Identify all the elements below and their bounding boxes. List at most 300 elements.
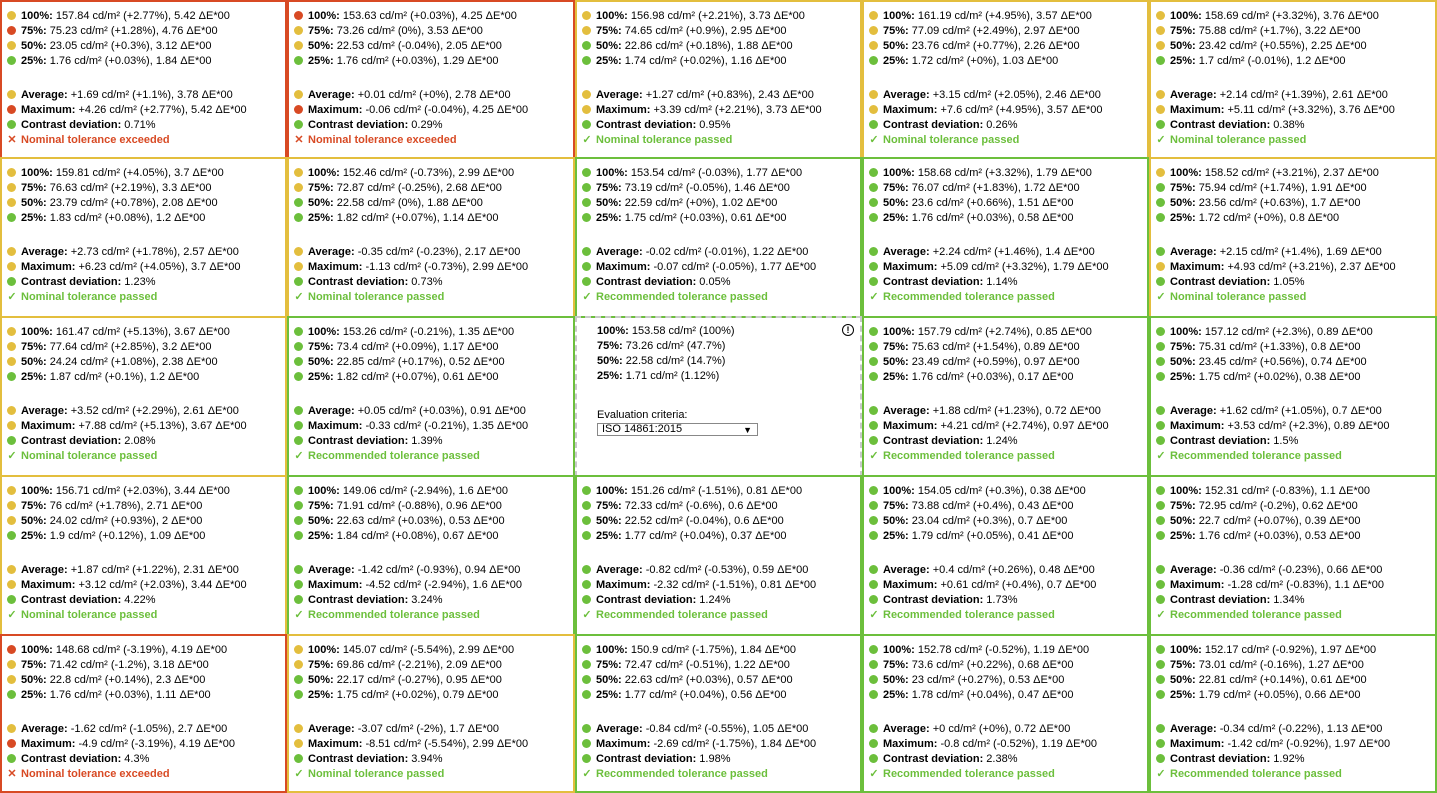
contrast-row bbox=[869, 752, 1147, 767]
level-row bbox=[7, 166, 285, 181]
measure-label: Contrast deviation: bbox=[308, 435, 409, 447]
measure-value: 23.76 cd/m² (+0.77%), 2.26 ΔE*00 bbox=[911, 40, 1080, 52]
measure-label: 100%: bbox=[308, 10, 340, 22]
status-dot-icon bbox=[7, 421, 16, 430]
check-icon: ✓ bbox=[582, 291, 592, 303]
status-dot-icon bbox=[582, 26, 591, 35]
status-dot-icon bbox=[294, 41, 303, 50]
measure-value: -1.28 cd/m² (-0.83%), 1.1 ΔE*00 bbox=[1227, 579, 1384, 591]
measure-label: 25%: bbox=[308, 371, 334, 383]
measure-value: 153.63 cd/m² (+0.03%), 4.25 ΔE*00 bbox=[342, 10, 517, 22]
level-row bbox=[7, 370, 285, 385]
measure-value: 0.38% bbox=[1273, 119, 1305, 131]
measure-label: 25%: bbox=[883, 530, 909, 542]
measure-label: Maximum: bbox=[308, 738, 363, 750]
average-row bbox=[7, 88, 285, 103]
spacer bbox=[294, 544, 573, 563]
spacer bbox=[7, 226, 285, 245]
measure-label: 100%: bbox=[308, 167, 340, 179]
measure-value: 22.59 cd/m² (+0%), 1.02 ΔE*00 bbox=[624, 197, 778, 209]
spacer bbox=[294, 703, 573, 722]
level-row bbox=[294, 658, 573, 673]
measure-label: 100%: bbox=[21, 644, 53, 656]
tolerance-status bbox=[294, 767, 573, 782]
measure-value: -8.51 cd/m² (-5.54%), 2.99 ΔE*00 bbox=[365, 738, 529, 750]
measure-label: 25%: bbox=[883, 212, 909, 224]
status-dot-icon bbox=[7, 675, 16, 684]
measure-label: Maximum: bbox=[883, 738, 938, 750]
check-icon: ✓ bbox=[1156, 134, 1166, 146]
measurement-cell bbox=[287, 316, 575, 477]
level-row bbox=[7, 54, 285, 69]
measure-value: 152.31 cd/m² (-0.83%), 1.1 ΔE*00 bbox=[1204, 485, 1370, 497]
average-row bbox=[7, 563, 285, 578]
measure-value: 75.63 cd/m² (+1.54%), 0.89 ΔE*00 bbox=[911, 341, 1080, 353]
status-dot-icon bbox=[1156, 90, 1165, 99]
level-row bbox=[1156, 196, 1435, 211]
maximum-row bbox=[869, 578, 1147, 593]
measure-value: 1.92% bbox=[1273, 753, 1305, 765]
status-dot-icon bbox=[1156, 531, 1165, 540]
contrast-row bbox=[294, 434, 573, 449]
measurement-cell bbox=[0, 0, 287, 159]
measure-label: 25%: bbox=[308, 212, 334, 224]
status-dot-icon bbox=[1156, 739, 1165, 748]
measurement-cell bbox=[862, 475, 1149, 636]
contrast-row bbox=[582, 275, 860, 290]
measure-label: 25%: bbox=[596, 530, 622, 542]
measure-value: 22.52 cd/m² (-0.04%), 0.6 ΔE*00 bbox=[624, 515, 784, 527]
maximum-row bbox=[294, 419, 573, 434]
measure-label: 75%: bbox=[883, 341, 909, 353]
measure-value: 1.75 cd/m² (+0.03%), 0.61 ΔE*00 bbox=[624, 212, 787, 224]
status-dot-icon bbox=[7, 516, 16, 525]
level-row bbox=[582, 643, 860, 658]
measure-value: 22.58 cd/m² (0%), 1.88 ΔE*00 bbox=[336, 197, 483, 209]
measure-value: 22.63 cd/m² (+0.03%), 0.57 ΔE*00 bbox=[624, 674, 793, 686]
measure-label: 25%: bbox=[1170, 689, 1196, 701]
status-dot-icon bbox=[582, 247, 591, 256]
status-dot-icon bbox=[294, 357, 303, 366]
measure-value: 0.26% bbox=[986, 119, 1018, 131]
measure-value: 1.73% bbox=[986, 594, 1018, 606]
status-dot-icon bbox=[294, 660, 303, 669]
status-dot-icon bbox=[1156, 357, 1165, 366]
status-dot-icon bbox=[869, 580, 878, 589]
measure-value: 158.69 cd/m² (+3.32%), 3.76 ΔE*00 bbox=[1204, 10, 1379, 22]
measure-value: 148.68 cd/m² (-3.19%), 4.19 ΔE*00 bbox=[55, 644, 228, 656]
measure-label: 100%: bbox=[883, 644, 915, 656]
measure-value: 149.06 cd/m² (-2.94%), 1.6 ΔE*00 bbox=[342, 485, 508, 497]
contrast-row bbox=[582, 118, 860, 133]
measure-label: Contrast deviation: bbox=[308, 753, 409, 765]
measure-label: 75%: bbox=[1170, 659, 1196, 671]
measure-label: 75%: bbox=[1170, 182, 1196, 194]
status-dot-icon bbox=[582, 90, 591, 99]
status-dot-icon bbox=[294, 342, 303, 351]
status-dot-icon bbox=[869, 565, 878, 574]
measure-label: 100%: bbox=[883, 10, 915, 22]
level-row bbox=[582, 673, 860, 688]
level-row bbox=[7, 181, 285, 196]
status-dot-icon bbox=[869, 41, 878, 50]
status-dot-icon bbox=[7, 11, 16, 20]
status-dot-icon bbox=[7, 580, 16, 589]
level-row bbox=[7, 325, 285, 340]
measure-value: 1.24% bbox=[699, 594, 731, 606]
measure-value: +5.09 cd/m² (+3.32%), 1.79 ΔE*00 bbox=[940, 261, 1109, 273]
measure-label: 25%: bbox=[1170, 55, 1196, 67]
measurement-cell bbox=[0, 475, 287, 636]
measurement-cell bbox=[0, 634, 287, 793]
measure-label: Contrast deviation: bbox=[21, 276, 122, 288]
check-icon: ✓ bbox=[7, 291, 17, 303]
status-dot-icon bbox=[582, 580, 591, 589]
status-dot-icon bbox=[582, 565, 591, 574]
measure-value: +1.69 cd/m² (+1.1%), 3.78 ΔE*00 bbox=[70, 89, 233, 101]
tolerance-status-text: Recommended tolerance passed bbox=[1170, 450, 1342, 462]
contrast-row bbox=[294, 593, 573, 608]
status-dot-icon bbox=[7, 213, 16, 222]
measure-label: 50%: bbox=[883, 356, 909, 368]
measure-label: 75%: bbox=[596, 25, 622, 37]
reference-label: 50%: bbox=[597, 355, 623, 367]
status-dot-icon bbox=[582, 754, 591, 763]
measure-value: 150.9 cd/m² (-1.75%), 1.84 ΔE*00 bbox=[630, 644, 796, 656]
status-dot-icon bbox=[869, 406, 878, 415]
maximum-row bbox=[7, 737, 285, 752]
level-row bbox=[869, 643, 1147, 658]
measurement-cell bbox=[575, 0, 862, 159]
status-dot-icon bbox=[294, 516, 303, 525]
check-icon: ✓ bbox=[869, 134, 879, 146]
average-row bbox=[869, 245, 1147, 260]
maximum-row bbox=[1156, 260, 1435, 275]
spacer bbox=[1156, 226, 1435, 245]
tolerance-status bbox=[7, 608, 285, 623]
status-dot-icon bbox=[1156, 342, 1165, 351]
measure-value: 1.9 cd/m² (+0.12%), 1.09 ΔE*00 bbox=[49, 530, 206, 542]
status-dot-icon bbox=[1156, 120, 1165, 129]
evaluation-criteria-value: ISO 14861:2015 bbox=[602, 423, 683, 435]
measure-label: Average: bbox=[308, 246, 355, 258]
tolerance-status bbox=[1156, 290, 1435, 305]
status-dot-icon bbox=[7, 486, 16, 495]
measure-value: 1.78 cd/m² (+0.04%), 0.47 ΔE*00 bbox=[911, 689, 1074, 701]
measure-label: Maximum: bbox=[1170, 579, 1225, 591]
info-icon[interactable]: ! bbox=[842, 324, 854, 336]
check-icon: ✓ bbox=[582, 134, 592, 146]
status-dot-icon bbox=[294, 198, 303, 207]
measure-label: 100%: bbox=[21, 485, 53, 497]
status-dot-icon bbox=[1156, 501, 1165, 510]
measure-label: 75%: bbox=[21, 182, 47, 194]
measure-value: 75.31 cd/m² (+1.33%), 0.8 ΔE*00 bbox=[1198, 341, 1361, 353]
status-dot-icon bbox=[869, 595, 878, 604]
tolerance-status bbox=[582, 290, 860, 305]
average-row bbox=[582, 722, 860, 737]
measure-label: 50%: bbox=[596, 674, 622, 686]
measure-value: +3.15 cd/m² (+2.05%), 2.46 ΔE*00 bbox=[932, 89, 1101, 101]
average-row bbox=[1156, 245, 1435, 260]
maximum-row bbox=[1156, 103, 1435, 118]
status-dot-icon bbox=[869, 754, 878, 763]
check-icon: ✓ bbox=[869, 450, 879, 462]
measure-value: +2.24 cd/m² (+1.46%), 1.4 ΔE*00 bbox=[932, 246, 1095, 258]
contrast-row bbox=[869, 118, 1147, 133]
measure-label: 50%: bbox=[21, 356, 47, 368]
measure-label: Average: bbox=[883, 405, 930, 417]
spacer bbox=[582, 69, 860, 88]
maximum-row bbox=[582, 260, 860, 275]
maximum-row bbox=[582, 578, 860, 593]
contrast-row bbox=[7, 434, 285, 449]
measure-label: Contrast deviation: bbox=[1170, 753, 1271, 765]
measure-label: 50%: bbox=[308, 197, 334, 209]
measure-value: 2.08% bbox=[124, 435, 156, 447]
tolerance-status-text: Nominal tolerance passed bbox=[21, 291, 158, 303]
status-dot-icon bbox=[294, 675, 303, 684]
check-icon: ✓ bbox=[7, 609, 17, 621]
check-icon: ✓ bbox=[869, 291, 879, 303]
tolerance-status-text: Nominal tolerance exceeded bbox=[21, 134, 170, 146]
contrast-row bbox=[7, 275, 285, 290]
measurement-cell bbox=[287, 0, 575, 159]
tolerance-status bbox=[1156, 133, 1435, 148]
measure-value: 1.79 cd/m² (+0.05%), 0.66 ΔE*00 bbox=[1198, 689, 1361, 701]
measure-value: 75.94 cd/m² (+1.74%), 1.91 ΔE*00 bbox=[1198, 182, 1367, 194]
measure-label: 25%: bbox=[1170, 371, 1196, 383]
measure-label: 75%: bbox=[883, 659, 909, 671]
measure-label: 75%: bbox=[1170, 25, 1196, 37]
tolerance-status-text: Nominal tolerance passed bbox=[1170, 291, 1307, 303]
level-row bbox=[869, 39, 1147, 54]
measurement-cell bbox=[575, 634, 862, 793]
maximum-row bbox=[869, 737, 1147, 752]
tolerance-status bbox=[7, 767, 285, 782]
tolerance-status bbox=[1156, 449, 1435, 464]
tolerance-status bbox=[582, 767, 860, 782]
cross-icon: ✕ bbox=[7, 768, 17, 780]
level-row bbox=[7, 24, 285, 39]
contrast-row bbox=[869, 593, 1147, 608]
measurement-cell bbox=[862, 316, 1149, 477]
measure-value: 1.24% bbox=[986, 435, 1018, 447]
reference-value: 1.71 cd/m² (1.12%) bbox=[625, 370, 720, 382]
measure-label: Contrast deviation: bbox=[308, 119, 409, 131]
cross-icon: ✕ bbox=[294, 134, 304, 146]
measure-value: 1.39% bbox=[411, 435, 443, 447]
measure-label: 50%: bbox=[596, 515, 622, 527]
measure-value: 73.88 cd/m² (+0.4%), 0.43 ΔE*00 bbox=[911, 500, 1074, 512]
tolerance-status bbox=[294, 290, 573, 305]
level-row bbox=[7, 9, 285, 24]
measure-label: 75%: bbox=[883, 182, 909, 194]
spacer bbox=[1156, 385, 1435, 404]
status-dot-icon bbox=[869, 675, 878, 684]
status-dot-icon bbox=[294, 262, 303, 271]
measure-value: 72.33 cd/m² (-0.6%), 0.6 ΔE*00 bbox=[624, 500, 778, 512]
maximum-row bbox=[1156, 578, 1435, 593]
measurement-cell bbox=[1149, 634, 1437, 793]
measure-value: 1.76 cd/m² (+0.03%), 0.17 ΔE*00 bbox=[911, 371, 1074, 383]
tolerance-status-text: Recommended tolerance passed bbox=[883, 450, 1055, 462]
measure-label: 75%: bbox=[308, 341, 334, 353]
tolerance-status-text: Recommended tolerance passed bbox=[883, 609, 1055, 621]
level-row bbox=[1156, 166, 1435, 181]
measure-label: 75%: bbox=[1170, 500, 1196, 512]
measure-label: Maximum: bbox=[21, 420, 76, 432]
level-row bbox=[582, 499, 860, 514]
measure-value: +2.15 cd/m² (+1.4%), 1.69 ΔE*00 bbox=[1219, 246, 1382, 258]
status-dot-icon bbox=[1156, 436, 1165, 445]
level-row bbox=[294, 370, 573, 385]
status-dot-icon bbox=[869, 486, 878, 495]
measure-label: Average: bbox=[308, 723, 355, 735]
status-dot-icon bbox=[7, 595, 16, 604]
measure-label: Contrast deviation: bbox=[596, 119, 697, 131]
status-dot-icon bbox=[869, 372, 878, 381]
check-icon: ✓ bbox=[1156, 291, 1166, 303]
measure-label: 100%: bbox=[1170, 167, 1202, 179]
contrast-row bbox=[294, 752, 573, 767]
tolerance-status bbox=[1156, 608, 1435, 623]
level-row bbox=[582, 211, 860, 226]
status-dot-icon bbox=[582, 675, 591, 684]
status-dot-icon bbox=[869, 168, 878, 177]
check-icon: ✓ bbox=[1156, 768, 1166, 780]
average-row bbox=[7, 404, 285, 419]
measure-value: +0.4 cd/m² (+0.26%), 0.48 ΔE*00 bbox=[932, 564, 1095, 576]
status-dot-icon bbox=[1156, 168, 1165, 177]
measurement-cell bbox=[287, 157, 575, 318]
contrast-row bbox=[582, 752, 860, 767]
measure-label: 75%: bbox=[1170, 341, 1196, 353]
measure-value: 2.38% bbox=[986, 753, 1018, 765]
measure-value: 1.76 cd/m² (+0.03%), 1.29 ΔE*00 bbox=[336, 55, 499, 67]
measure-label: Maximum: bbox=[1170, 261, 1225, 273]
maximum-row bbox=[1156, 419, 1435, 434]
status-dot-icon bbox=[7, 56, 16, 65]
measure-label: 100%: bbox=[596, 644, 628, 656]
tolerance-status-text: Nominal tolerance passed bbox=[1170, 134, 1307, 146]
measure-label: Average: bbox=[308, 89, 355, 101]
measure-label: 50%: bbox=[308, 356, 334, 368]
measure-value: 157.12 cd/m² (+2.3%), 0.89 ΔE*00 bbox=[1204, 326, 1373, 338]
level-row bbox=[869, 370, 1147, 385]
level-row bbox=[1156, 643, 1435, 658]
measure-label: Average: bbox=[1170, 405, 1217, 417]
measure-label: Contrast deviation: bbox=[883, 119, 984, 131]
contrast-row bbox=[1156, 434, 1435, 449]
level-row bbox=[294, 211, 573, 226]
spacer bbox=[7, 69, 285, 88]
status-dot-icon bbox=[7, 739, 16, 748]
level-row bbox=[1156, 484, 1435, 499]
measure-label: 50%: bbox=[596, 40, 622, 52]
measure-value: 1.76 cd/m² (+0.03%), 0.58 ΔE*00 bbox=[911, 212, 1074, 224]
spacer bbox=[869, 69, 1147, 88]
status-dot-icon bbox=[582, 277, 591, 286]
status-dot-icon bbox=[1156, 327, 1165, 336]
measure-label: 25%: bbox=[1170, 212, 1196, 224]
check-icon: ✓ bbox=[582, 609, 592, 621]
level-row bbox=[7, 688, 285, 703]
tolerance-status bbox=[1156, 767, 1435, 782]
measure-value: 77.64 cd/m² (+2.85%), 3.2 ΔE*00 bbox=[49, 341, 212, 353]
measure-value: -0.35 cd/m² (-0.23%), 2.17 ΔE*00 bbox=[357, 246, 521, 258]
level-row bbox=[294, 643, 573, 658]
measure-label: 75%: bbox=[883, 25, 909, 37]
measure-value: 0.71% bbox=[124, 119, 156, 131]
measure-label: 100%: bbox=[21, 326, 53, 338]
measure-value: 1.05% bbox=[1273, 276, 1305, 288]
status-dot-icon bbox=[7, 690, 16, 699]
level-row bbox=[869, 355, 1147, 370]
measure-value: 157.79 cd/m² (+2.74%), 0.85 ΔE*00 bbox=[917, 326, 1092, 338]
measure-value: 22.86 cd/m² (+0.18%), 1.88 ΔE*00 bbox=[624, 40, 793, 52]
measure-label: Average: bbox=[596, 89, 643, 101]
level-row bbox=[7, 211, 285, 226]
level-row bbox=[869, 340, 1147, 355]
status-dot-icon bbox=[869, 26, 878, 35]
level-row bbox=[582, 688, 860, 703]
measure-label: 50%: bbox=[1170, 674, 1196, 686]
status-dot-icon bbox=[869, 342, 878, 351]
status-dot-icon bbox=[582, 120, 591, 129]
measure-label: 75%: bbox=[21, 659, 47, 671]
evaluation-criteria-select[interactable] bbox=[597, 423, 758, 436]
measure-label: Average: bbox=[21, 89, 68, 101]
measure-label: 100%: bbox=[1170, 10, 1202, 22]
status-dot-icon bbox=[294, 739, 303, 748]
status-dot-icon bbox=[294, 486, 303, 495]
measure-label: 75%: bbox=[21, 500, 47, 512]
measure-label: 100%: bbox=[21, 10, 53, 22]
status-dot-icon bbox=[7, 357, 16, 366]
measure-value: +7.88 cd/m² (+5.13%), 3.67 ΔE*00 bbox=[78, 420, 247, 432]
status-dot-icon bbox=[1156, 486, 1165, 495]
measure-label: Contrast deviation: bbox=[596, 594, 697, 606]
tolerance-status-text: Recommended tolerance passed bbox=[1170, 768, 1342, 780]
status-dot-icon bbox=[582, 645, 591, 654]
measure-value: +2.14 cd/m² (+1.39%), 2.61 ΔE*00 bbox=[1219, 89, 1388, 101]
measure-label: 50%: bbox=[1170, 515, 1196, 527]
level-row bbox=[294, 673, 573, 688]
measure-value: 22.7 cd/m² (+0.07%), 0.39 ΔE*00 bbox=[1198, 515, 1361, 527]
measurement-cell bbox=[575, 475, 862, 636]
status-dot-icon bbox=[294, 531, 303, 540]
measure-value: -1.42 cd/m² (-0.92%), 1.97 ΔE*00 bbox=[1227, 738, 1391, 750]
measure-value: 73.26 cd/m² (0%), 3.53 ΔE*00 bbox=[336, 25, 483, 37]
measure-value: +1.62 cd/m² (+1.05%), 0.7 ΔE*00 bbox=[1219, 405, 1382, 417]
average-row bbox=[1156, 563, 1435, 578]
status-dot-icon bbox=[294, 213, 303, 222]
level-row bbox=[7, 514, 285, 529]
level-row bbox=[869, 166, 1147, 181]
average-row bbox=[7, 722, 285, 737]
measure-value: 1.5% bbox=[1273, 435, 1299, 447]
measure-value: 158.68 cd/m² (+3.32%), 1.79 ΔE*00 bbox=[917, 167, 1092, 179]
measure-value: 1.72 cd/m² (+0%), 1.03 ΔE*00 bbox=[911, 55, 1059, 67]
measure-value: +3.52 cd/m² (+2.29%), 2.61 ΔE*00 bbox=[70, 405, 239, 417]
measure-label: 100%: bbox=[596, 485, 628, 497]
status-dot-icon bbox=[869, 724, 878, 733]
measure-label: 50%: bbox=[308, 515, 334, 527]
status-dot-icon bbox=[869, 645, 878, 654]
spacer bbox=[869, 226, 1147, 245]
measure-value: +3.12 cd/m² (+2.03%), 3.44 ΔE*00 bbox=[78, 579, 247, 591]
